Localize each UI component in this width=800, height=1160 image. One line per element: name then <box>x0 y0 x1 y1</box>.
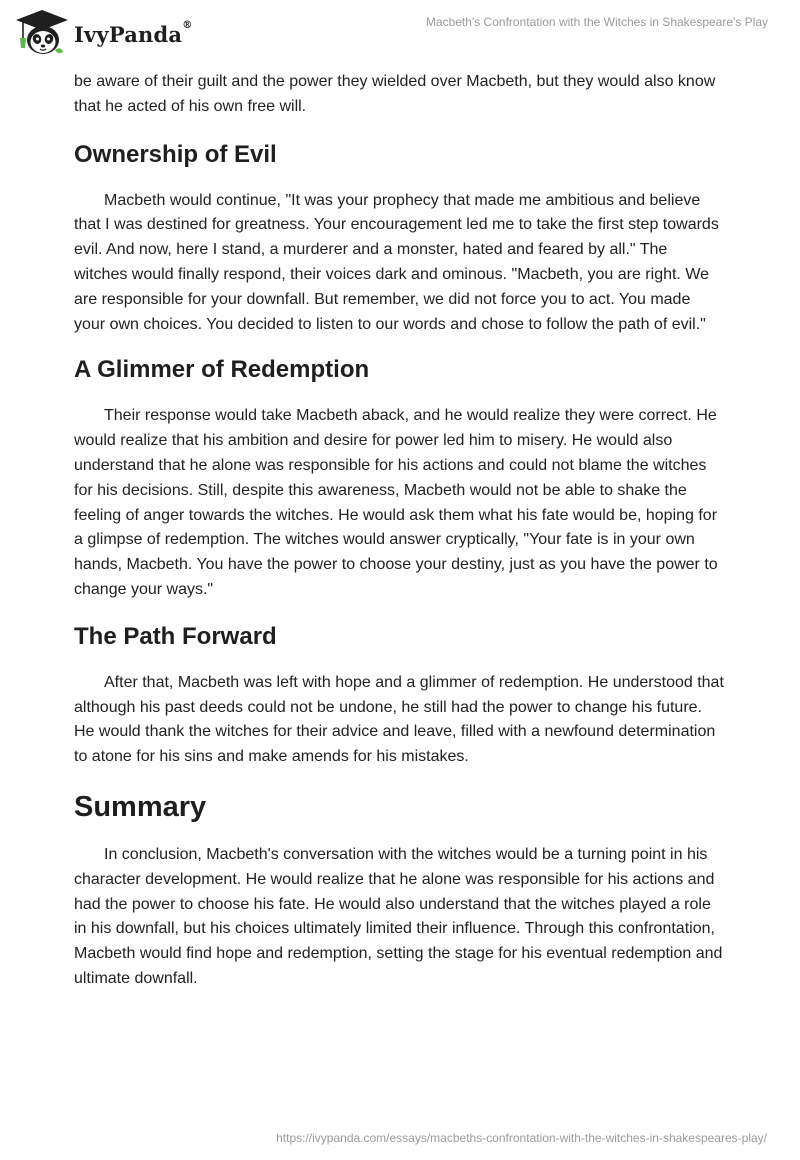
section-heading-summary: Summary <box>74 790 207 823</box>
source-url[interactable]: https://ivypanda.com/essays/macbeths-confrontation-with-the-witches-in-shakespeares-play/ <box>276 1131 767 1145</box>
brand-name: IvyPanda® <box>74 19 193 47</box>
document-title: Macbeth's Confrontation with the Witches in Shakespeare's Play <box>425 15 768 29</box>
page-header <box>0 0 800 66</box>
section-paragraph-glimmer-of-redemption: Their response would take Macbeth aback, and he would realize they were correct. He would realize that his ambition and desire for power led him to misery. He would also understand that he alone was responsible for his actions and could not blame the witches for his decisions. Still, despite this awareness, Macbeth would not be able to shake the feeling of anger towards the witches. He would ask them what his fate would be, hoping for a glimpse of redemption. The witches would answer cryptically, "Your fate is in your own hands, Macbeth. You have the power to choose your destiny, just as you have the power to change your ways." <box>74 407 718 598</box>
brand-logo[interactable] <box>14 8 192 58</box>
section-paragraph-ownership-of-evil: Macbeth would continue, "It was your prophecy that made me ambitious and believe that I was destined for greatness. Your encouragement led me to take the first step towards evil. And now, here I stand, a murderer and a monster, hated and feared by all." The witches would finally respond, their voices dark and ominous. "Macbeth, you are right. We are responsible for your downfall. But remember, we did not force you to act. You made your own choices. You decided to listen to our words and chose to follow the path of evil." <box>74 191 719 333</box>
section-paragraph-path-forward: After that, Macbeth was left with hope and a glimmer of redemption. He understood that although his past deeds could not be undone, he still had the power to change his future. He would thank the witches for their advice and leave, filled with a newfound determination to atone for his sins and make amends for his mistakes. <box>74 673 724 766</box>
graduation-cap-panda-icon <box>14 8 70 58</box>
section-heading-ownership-of-evil: Ownership of Evil <box>74 140 277 168</box>
section-heading-path-forward: The Path Forward <box>74 622 277 650</box>
essay-body <box>74 70 724 992</box>
registered-mark: ® <box>182 19 193 31</box>
section-heading-glimmer-of-redemption: A Glimmer of Redemption <box>74 356 370 384</box>
section-paragraph-summary: In conclusion, Macbeth's conversation with the witches would be a turning point in his character development. He would realize that he alone was responsible for his actions and had the power to choose his fate. He would also understand that the witches played a role in his downfall, but his choices ultimately limited their influence. Through this confrontation, Macbeth would find hope and redemption, setting the stage for his eventual redemption and ultimate downfall. <box>74 845 723 987</box>
intro-continuation-paragraph: be aware of their guilt and the power they wielded over Macbeth, but they would also know that he acted of his own free will. <box>74 73 716 115</box>
